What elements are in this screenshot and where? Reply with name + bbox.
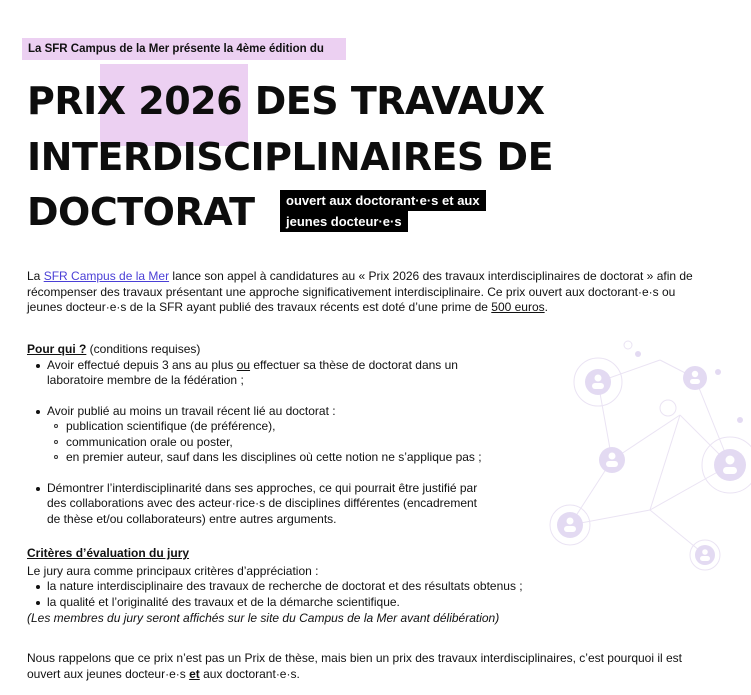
badge-line-2: jeunes docteur·e·s [280,211,408,232]
publication-sublist [47,419,507,466]
et-emphasis: et [189,666,200,681]
sub-list-item: en premier auteur, sauf dans les disciplines où cette notion ne s’applique pas ; [47,450,507,466]
list-item: la nature interdisciplinaire des travaux de recherche de doctorat et des résultats obtenus ; [27,579,587,595]
eligibility-list [27,358,507,528]
criteria-intro: Le jury aura comme principaux critères d’appréciation : [27,563,319,578]
intro-text-start: La [27,269,44,283]
reminder-paragraph: Nous rappelons que ce prix n’est pas un Prix de thèse, mais bien un prix des travaux interdisciplinaires, c’est pourquoi il est ouvert aux jeunes docteur·e·s et aux doctorant·e·s. [27,651,683,681]
title-line-3: DOCTORAT [27,190,255,234]
intro-paragraph [27,269,707,316]
sub-list-item: communication orale ou poster, [47,435,507,451]
criteria-heading: Critères d’évaluation du jury [27,546,190,560]
intro-text-end: . [544,300,548,314]
criteria-list [27,579,587,610]
title-line-1: PRIX 2026 DES TRAVAUX [27,79,545,123]
eligibility-badge [280,190,486,232]
list-item: Démontrer l’interdisciplinarité dans ses approches, ce qui pourrait être justifié par des collaborations avec des acteur·rice·s de disciplines différentes (encadrement de thèse et/ou collaborateurs) entre autres arguments. [27,481,487,528]
criteria-section [27,546,587,627]
list-item: Avoir effectué depuis 3 ans au plus ou effectuer sa thèse de doctorat dans un laboratoire membre de la fédération ; [27,358,487,389]
eligibility-heading-row [27,342,507,358]
list-item: la qualité et l’originalité des travaux et de la démarche scientifique. [27,595,587,611]
eligibility-heading: Pour qui ? [27,342,87,356]
kicker-banner: La SFR Campus de la Mer présente la 4ème édition du [22,38,346,60]
sub-list-item: publication scientifique (de préférence), [47,419,507,435]
intro-text-body: lance son appel à candidatures au « Prix 2026 des travaux interdisciplinaires de doctorat » afin de récompenser des travaux présentant une approche significativement interdisciplinaire. Ce prix ouvert aux doctorant·e·s ou jeunes docteur·e·s de la SFR ayant publié des travaux récents est doté d’une prime de [27,269,693,314]
badge-line-1: ouvert aux doctorant·e·s et aux [280,190,486,211]
prize-amount: 500 euros [491,300,545,314]
title-line-2: INTERDISCIPLINAIRES DE [27,135,554,179]
network-people-illustration-icon [540,320,751,580]
jury-note: (Les membres du jury seront affichés sur le site du Campus de la Mer avant délibération) [27,611,500,625]
eligibility-subheading: (conditions requises) [86,342,201,356]
list-item: Avoir publié au moins un travail récent lié au doctorat : publication scientifique (de préférence), communication orale ou poster, en premier auteur, sauf dans les disciplines où cette notion ne s’applique pas ; [27,404,507,466]
sfr-campus-link[interactable]: SFR Campus de la Mer [43,269,170,283]
eligibility-section [27,342,507,527]
ou-emphasis: ou [236,357,251,372]
